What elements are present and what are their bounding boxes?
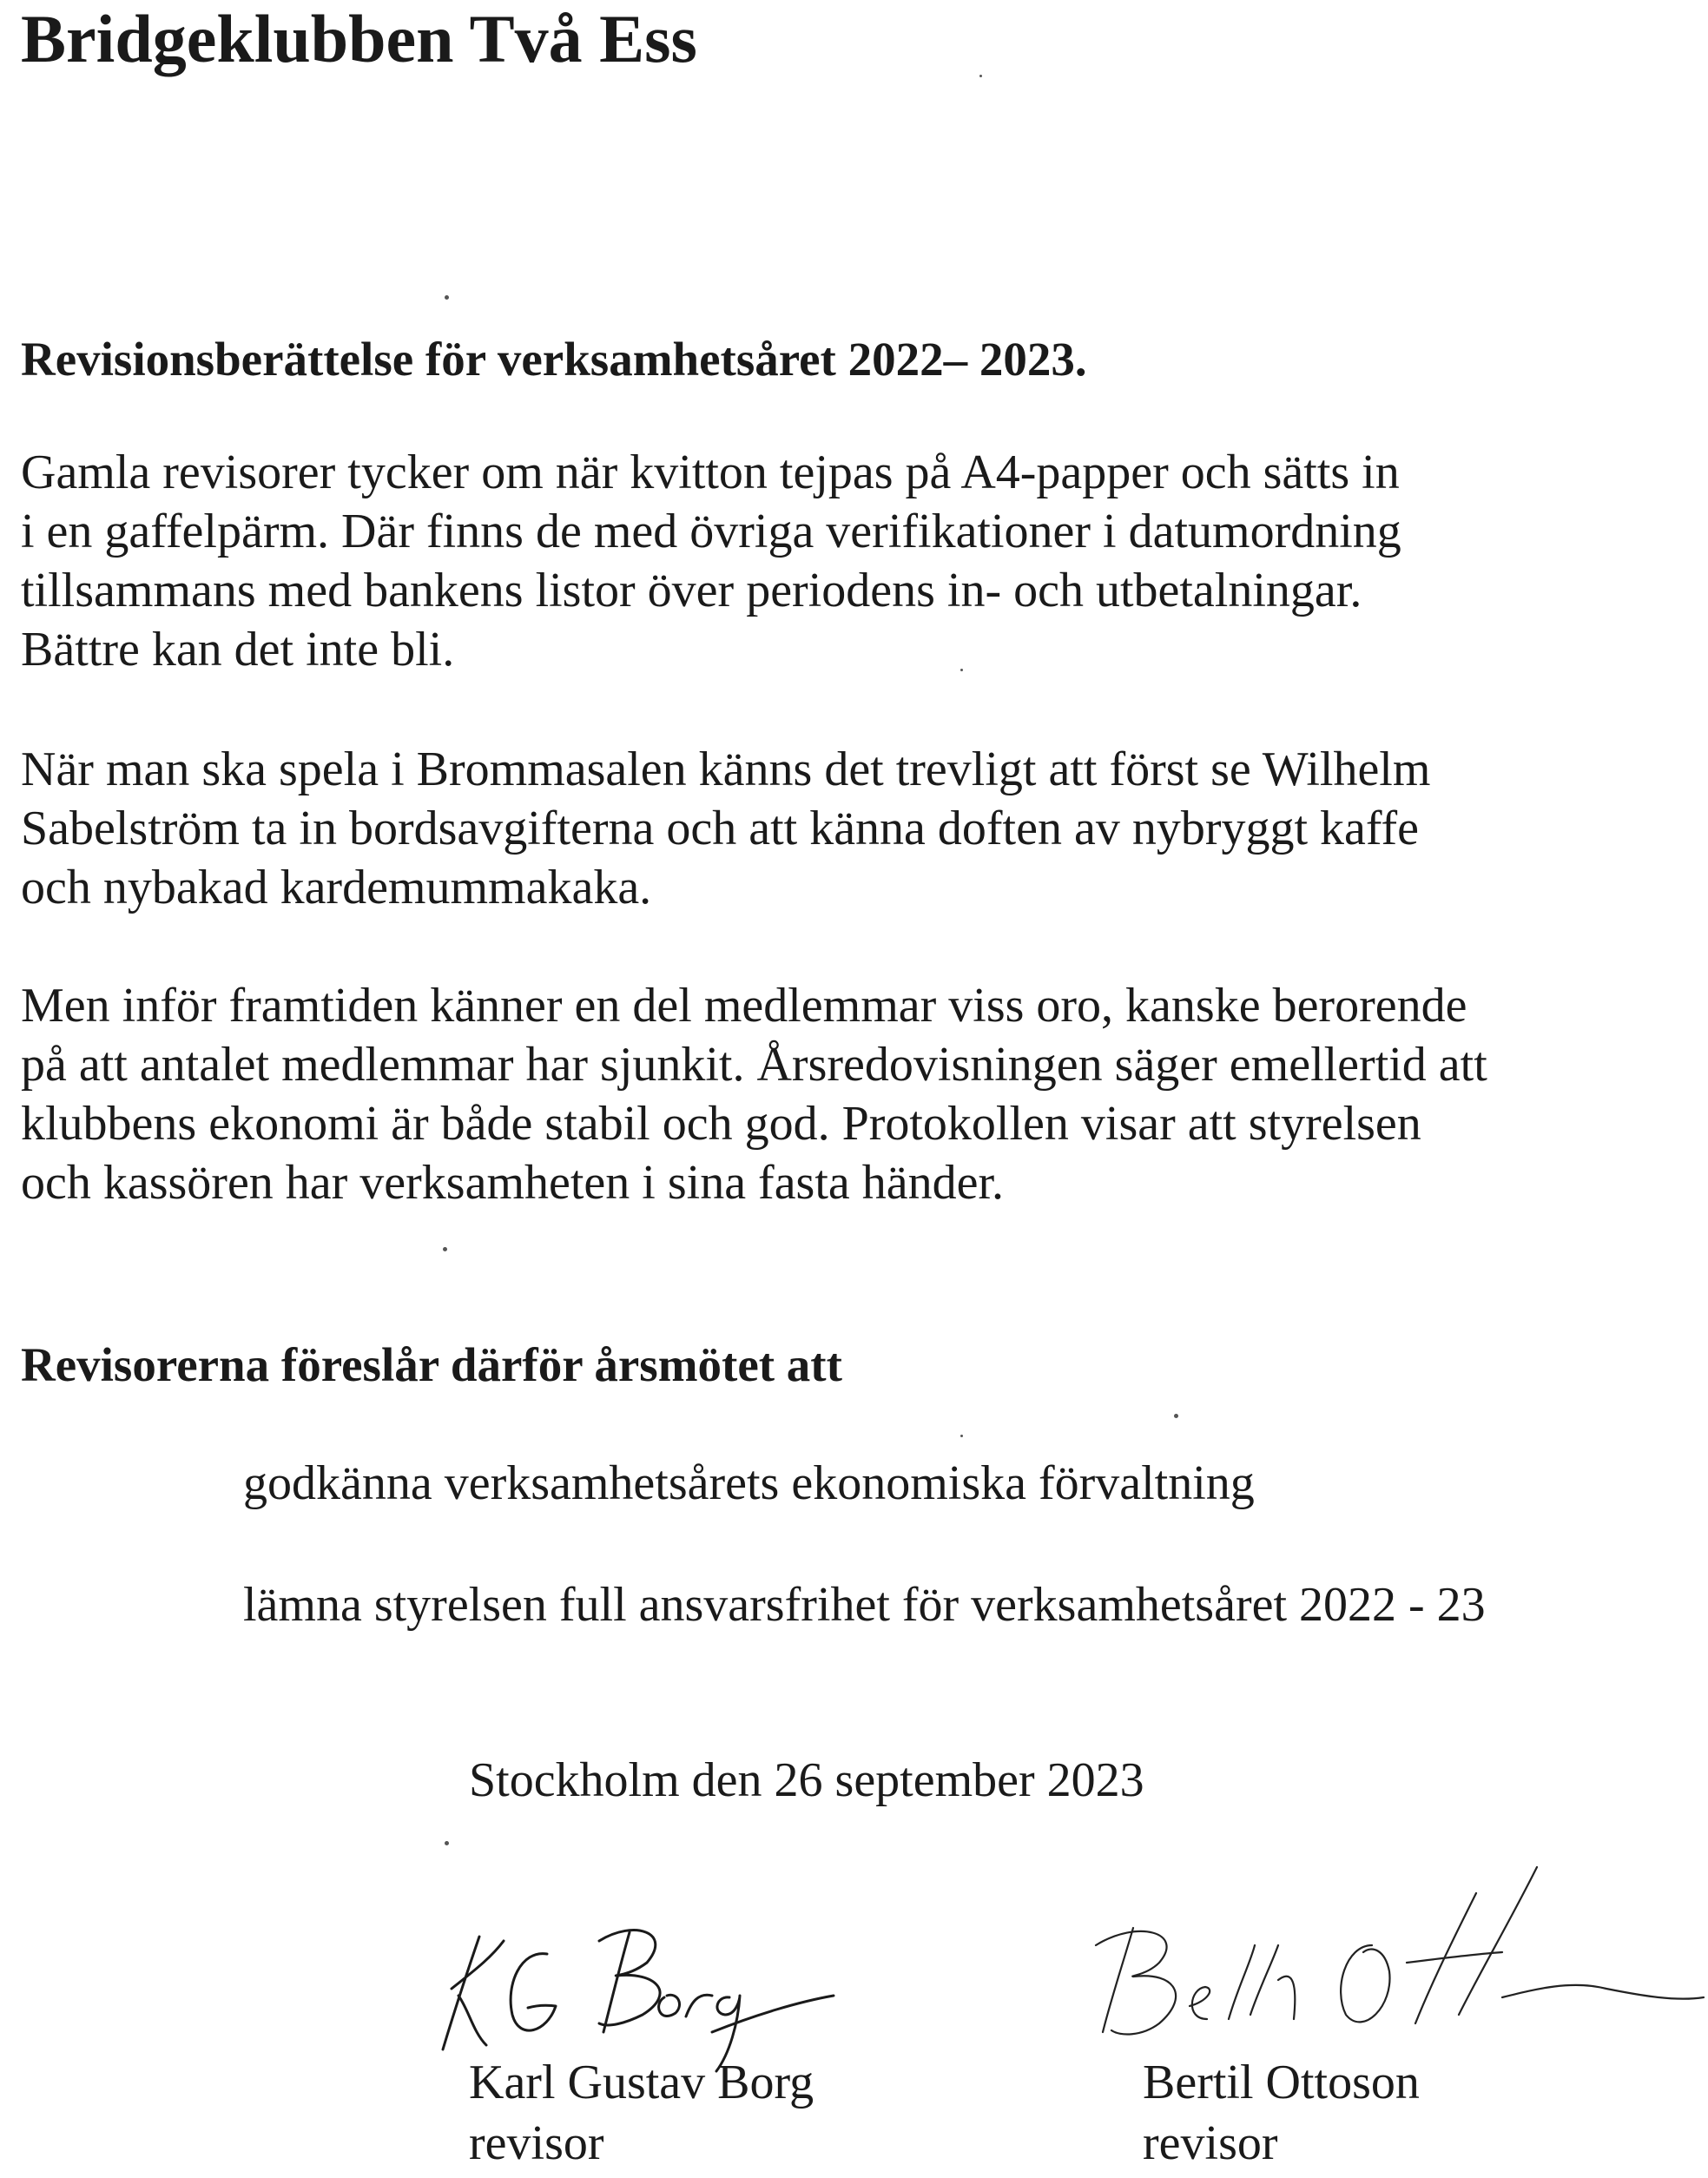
report-heading: Revisionsberättelse för verksamhetsåret 2022– 2023. — [21, 333, 1087, 386]
proposal-item: lämna styrelsen full ansvarsfrihet för verksamhetsåret 2022 - 23 — [243, 1578, 1486, 1632]
paragraph-economy — [21, 976, 1487, 1212]
paragraph-line: i en gaffelpärm. Där finns de med övriga verifikationer i datumordning — [21, 505, 1401, 558]
scan-speck — [960, 669, 963, 671]
paragraph-line: och nybakad kardemummakaka. — [21, 861, 652, 914]
club-title: Bridgeklubben Två Ess — [21, 1, 697, 76]
signer-role: revisor — [469, 2116, 604, 2170]
signature-borg — [425, 1902, 842, 2076]
paragraph-line: klubbens ekonomi är både stabil och god. Protokollen visar att styrelsen — [21, 1097, 1421, 1151]
signer-name: Bertil Ottoson — [1143, 2056, 1420, 2109]
paragraph-line: Men inför framtiden känner en del medlemmar viss oro, kanske berorende — [21, 979, 1467, 1033]
scan-speck — [443, 1247, 447, 1251]
paragraph-line: Gamla revisorer tycker om när kvitton tejpas på A4-papper och sätts in — [21, 446, 1400, 499]
paragraph-brommasalen — [21, 740, 1430, 917]
signature-ottoson — [1085, 1850, 1708, 2049]
signer-name: Karl Gustav Borg — [469, 2056, 814, 2109]
proposal-heading: Revisorerna föreslår därför årsmötet att — [21, 1338, 842, 1391]
scan-speck — [960, 1435, 963, 1437]
scan-speck — [445, 1841, 449, 1845]
scan-speck — [979, 75, 982, 77]
paragraph-line: på att antalet medlemmar har sjunkit. Årsredovisningen säger emellertid att — [21, 1038, 1487, 1092]
scan-speck — [1174, 1414, 1178, 1418]
paragraph-line: När man ska spela i Brommasalen känns det trevligt att först se Wilhelm — [21, 742, 1431, 796]
paragraph-line: Bättre kan det inte bli. — [21, 623, 455, 676]
proposal-item: godkänna verksamhetsårets ekonomiska förvaltning — [243, 1456, 1255, 1510]
paragraph-line: och kassören har verksamheten i sina fasta händer. — [21, 1156, 1005, 1210]
signer-role: revisor — [1143, 2116, 1278, 2170]
paragraph-receipts — [21, 443, 1401, 679]
scan-speck — [445, 295, 449, 300]
place-date: Stockholm den 26 september 2023 — [469, 1753, 1144, 1807]
paragraph-line: Sabelström ta in bordsavgifterna och att känna doften av nybryggt kaffe — [21, 802, 1420, 855]
paragraph-line: tillsammans med bankens listor över periodens in- och utbetalningar. — [21, 564, 1362, 617]
